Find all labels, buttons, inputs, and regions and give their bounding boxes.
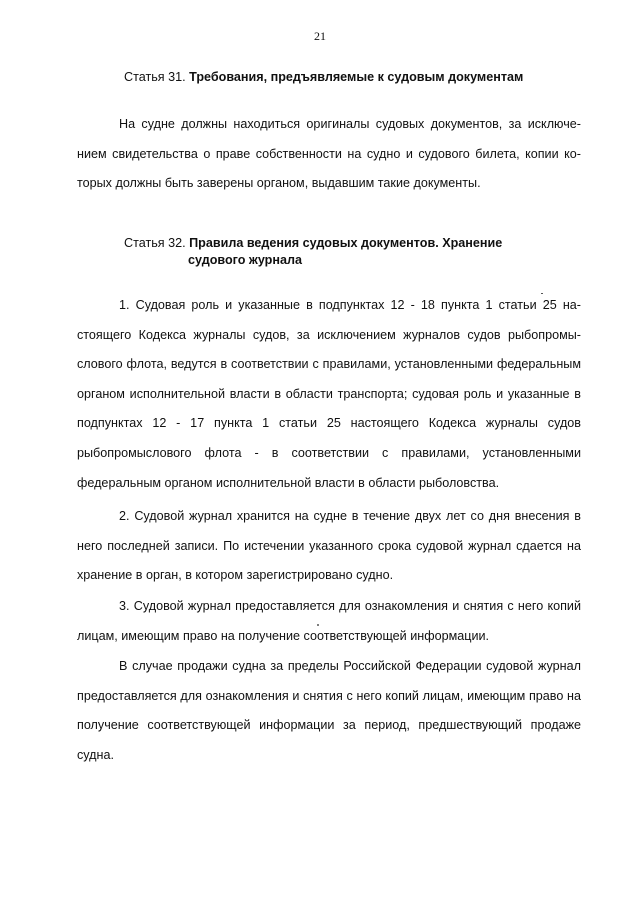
scan-speck bbox=[541, 293, 543, 294]
article-32-number: Статья 32. bbox=[124, 236, 186, 250]
article-31-title: Требования, предъявляемые к судовым документам bbox=[189, 70, 524, 84]
article-32-paragraph-4: В случае продажи судна за пределы Российской Федерации судовой журнал предоставляется для ознакомления и снятия с него копий лицам, имеющим право на получение соответствующей информации за период, предшествующий продаже судна. bbox=[77, 659, 581, 762]
article-32-title-line1: Правила ведения судовых документов. Хранение bbox=[189, 236, 503, 250]
article-32-title-line2: судового журнала bbox=[188, 253, 302, 267]
article-32-paragraph-2: 2. Судовой журнал хранится на судне в течение двух лет со дня внесения в него последней записи. По истечении указанного срока судовой журнал сдается на хранение в орган, в котором зарегистрировано судно. bbox=[77, 509, 581, 583]
article-32-paragraph-3: 3. Судовой журнал предоставляется для ознакомления и снятия с него копий лицам, имеющим право на получение соответствующей информации. bbox=[77, 599, 581, 643]
article-31-paragraph: На судне должны находиться оригиналы судовых документов, за исключением свидетельства о праве собственности на судно и судового билета, копии которых должны быть заверены органом, выдавшим такие документы. bbox=[77, 117, 581, 191]
article-32-heading bbox=[124, 235, 502, 251]
article-32-paragraph-1: 1. Судовая роль и указанные в подпунктах 12 - 18 пункта 1 статьи 25 настоящего Кодекса журналы судов, за исключением журналов судов рыбопромыслового флота, ведутся в соответствии с правилами, установленными федеральным органом исполнительной власти в области транспорта; судовая роль и указанные в подпунктах 12 - 17 пункта 1 статьи 25 настоящего Кодекса журналы судов рыбопромыслового флота - в соответствии с правилами, установленными федеральным органом исполнительной власти в области рыболовства. bbox=[77, 298, 581, 490]
page-number: 21 bbox=[314, 29, 326, 43]
scan-speck bbox=[317, 624, 319, 626]
article-31-heading bbox=[124, 69, 523, 85]
article-31-number: Статья 31. bbox=[124, 70, 186, 84]
